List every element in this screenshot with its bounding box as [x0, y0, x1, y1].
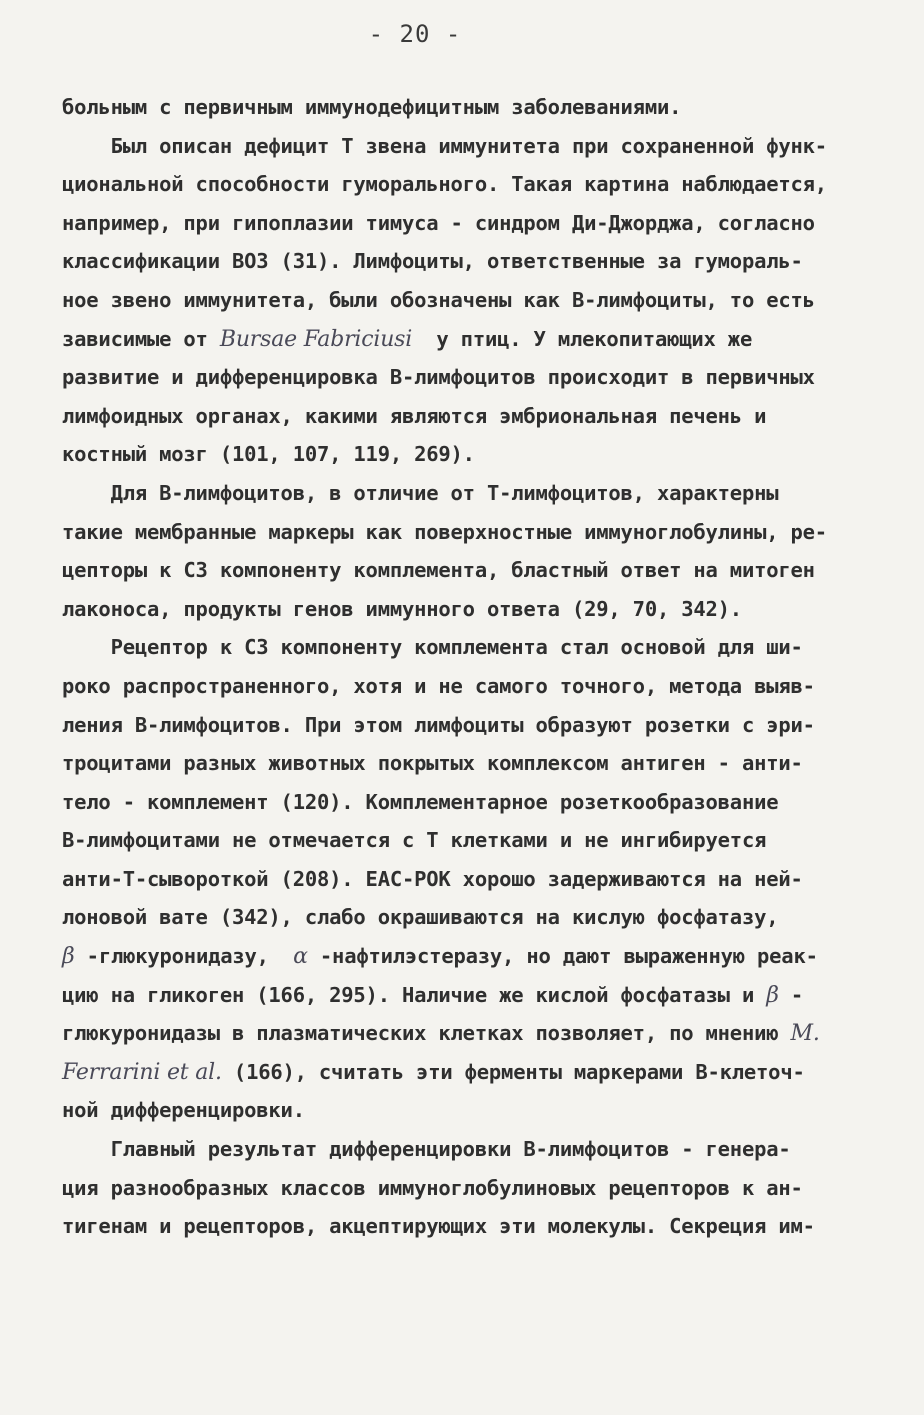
- text-line: циональной способности гуморального. Такая картина наблюдается,: [62, 172, 827, 197]
- text-segment: у птиц. У млекопитающих же: [412, 326, 753, 351]
- text-line: лимфоидных органах, какими являются эмбриональная печень и: [62, 403, 767, 428]
- text-line: классификации ВОЗ (31). Лимфоциты, ответственные за гумораль-: [62, 249, 803, 274]
- text-line: [62, 937, 862, 976]
- text-line: цепторы к С3 компоненту комплемента, бластный ответ на митоген: [62, 558, 815, 583]
- text-segment: (166), считать эти ферменты маркерами В-клеточ-: [221, 1059, 805, 1084]
- text-line: лоновой вате (342), слабо окрашиваются на кислую фосфатазу,: [62, 905, 779, 930]
- text-line: [62, 1053, 862, 1092]
- text-line: ления В-лимфоцитов. При этом лимфоциты образуют розетки с эри-: [62, 712, 815, 737]
- text-line: тело - комплемент (120). Комплементарное розеткообразование: [62, 789, 779, 814]
- handwritten-insert: β: [62, 944, 75, 970]
- text-segment: зависимые от: [62, 326, 220, 351]
- text-line: Для В-лимфоцитов, в отличие от Т-лимфоцитов, характерны: [62, 480, 779, 505]
- text-line: [62, 320, 862, 359]
- text-segment: глюкуронидазы в плазматических клетках позволяет, по мнению: [62, 1021, 791, 1046]
- handwritten-insert: Bursae Fabriciusi: [219, 326, 413, 352]
- handwritten-insert: α: [293, 944, 308, 970]
- text-line: ное звено иммунитета, были обозначены как В-лимфоциты, то есть: [62, 287, 815, 312]
- text-line: ной дифференцировки.: [62, 1098, 305, 1123]
- text-line: больным с первичным иммунодефицитным заболеваниями.: [62, 95, 682, 119]
- text-line: В-лимфоцитами не отмечается с Т клетками и не ингибируется: [62, 828, 767, 853]
- text-line: Был описан дефицит Т звена иммунитета при сохраненной функ-: [62, 133, 827, 158]
- handwritten-insert: Ferrarini et al.: [62, 1059, 222, 1085]
- text-line: такие мембранные маркеры как поверхностные иммуноглобулины, ре-: [62, 519, 827, 544]
- text-line: тигенам и рецепторов, акцептирующих эти молекулы. Секреция им-: [62, 1214, 815, 1239]
- page-number: - 20 -: [368, 20, 462, 48]
- text-line: костный мозг (101, 107, 119, 269).: [62, 442, 475, 467]
- text-line: например, при гипоплазии тимуса - синдром Ди-Джорджа, согласно: [62, 210, 815, 235]
- text-line: анти-Т-сывороткой (208). ЕАС-РОК хорошо задерживаются на ней-: [62, 866, 803, 891]
- text-line: роко распространенного, хотя и не самого точного, метода выяв-: [62, 673, 815, 698]
- text-segment: -нафтилэстеразу, но дают выраженную реак-: [307, 944, 818, 969]
- text-segment: цию на гликоген (166, 295). Наличие же кислой фосфатазы и: [62, 982, 767, 1007]
- text-line: Рецептор к С3 компоненту комплемента стал основой для ши-: [62, 635, 803, 660]
- text-segment: -: [778, 982, 804, 1007]
- text-line: троцитами разных животных покрытых комплексом антиген - анти-: [62, 751, 803, 776]
- text-segment: -глюкуронидазу,: [74, 944, 294, 969]
- text-line: лаконоса, продукты генов иммунного ответа (29, 70, 342).: [62, 596, 742, 621]
- text-line: Главный результат дифференцировки В-лимфоцитов - генера-: [62, 1137, 791, 1162]
- text-line: ция разнообразных классов иммуноглобулиновых рецепторов к ан-: [62, 1175, 803, 1200]
- text-line: [62, 976, 862, 1015]
- body-text: [62, 88, 862, 1246]
- text-line: [62, 1014, 862, 1053]
- handwritten-insert: β: [766, 982, 779, 1008]
- handwritten-insert: M.: [790, 1021, 820, 1047]
- text-line: развитие и дифференцировка В-лимфоцитов происходит в первичных: [62, 365, 815, 390]
